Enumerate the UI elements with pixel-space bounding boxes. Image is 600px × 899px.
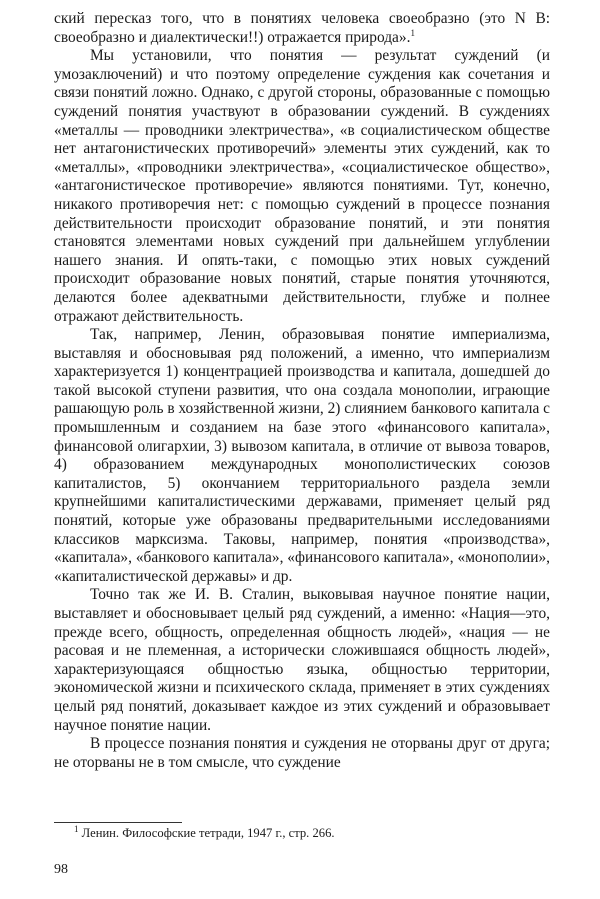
paragraph-5: В процессе познания понятия и суждения не оторваны друг от друга; не оторваны не в том смысле, что суждение [54,735,550,771]
footnote-text: Ленин. Философские тетради, 1947 г., стр. 266. [81,826,335,840]
footnote [74,823,550,841]
page-number: 98 [54,862,68,877]
paragraph-1-text: ский пересказ того, что в понятиях человека своеобразно (это N B: своеобразно и диалектически!!) отражается природа». [54,10,550,46]
paragraph-3: Так, например, Ленин, образовывая понятие империализма, выставляя и обосновывая ряд положений, а именно, что империализм характеризуется 1) концентрацией производства и капитала, дошедшей до такой высокой ступени развития, что она создала монополии, играющие рашающую роль в хозяйственной жизни, 2) слиянием банкового капитала с промышленным и созданием на базе этого «финансового капитала», финансовой олигархии, 3) вывозом капитала, в отличие от вывоза товаров, 4) образованием международных монополистических союзов капиталистов, 5) окончанием территориального раздела земли крупнейшими капиталистическими державами, применяет целый ряд понятий, которые уже образованы предварительными исследованиями классиков марксизма. Таковы, например, понятия «производства», «капитала», «банкового капитала», «финансового капитала», «монополии», «капиталистической державы» и др. [54,326,551,585]
paragraph-2: Мы установили, что понятия — результат суждений (и умозаключений) и что поэтому определение суждения как сочетания и связи понятий ложно. Однако, с другой стороны, образованные с помощью суждений понятия участвуют в образовании суждений. В суждениях «металлы — проводники электричества», «в социалистическом обществе нет антагонистических противоречий» элементы этих суждений, как то «металлы», «проводники электричества», «социалистическое общество», «антагонистическое противоречие» являются понятиями. Тут, конечно, никакого противоречия нет: с помощью суждений в процессе познания действительности происходит образование понятий, и эти понятия становятся элементами новых суждений при дальнейшем углублении нашего знания. И опять-таки, с помощью этих новых суждений происходит образование новых понятий, старые понятия уточняются, делаются более адекватными действительности, глубже и полнее отражают действительность. [54,47,550,325]
paragraph-1 [54,10,550,47]
paragraph-4: Точно так же И. В. Сталин, выковывая научное понятие нации, выставляет и обосновывает целый ряд суждений, а именно: «Нация—это, прежде всего, общность, определенная общность людей», «нация — не расовая и не племенная, а исторически сложившаяся общность людей», характеризующаяся общностью языка, общностью территории, экономической жизни и психического склада, применяет в этих суждениях целый ряд понятий, доказывает каждое из этих суждений и образовывает научное понятие нации. [54,586,550,734]
page-body [54,10,550,772]
footnote-reference: 1 [410,27,415,38]
footnote-marker: 1 [74,823,79,834]
